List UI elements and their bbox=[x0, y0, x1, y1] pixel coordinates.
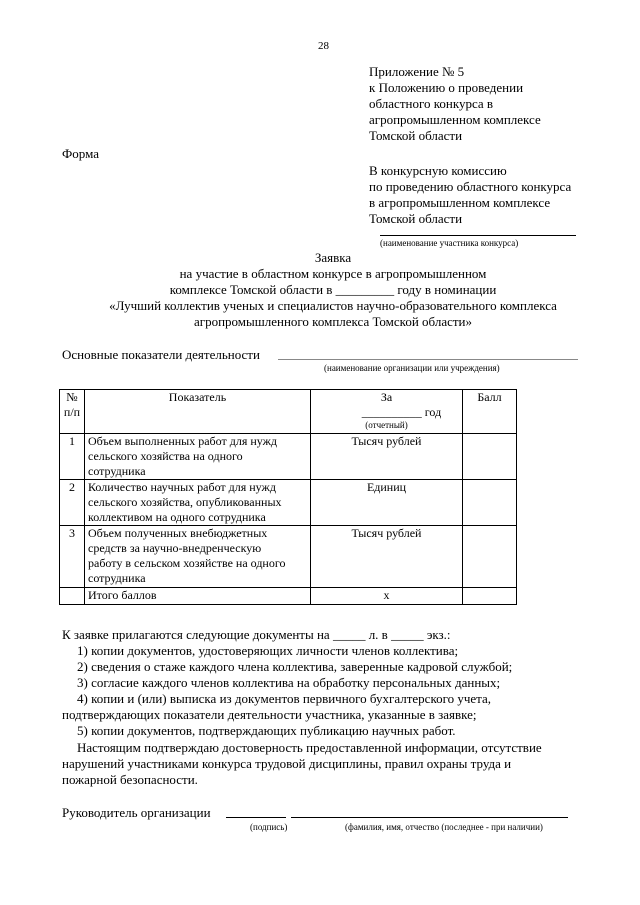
row-indicator-line: сотрудника bbox=[88, 464, 146, 478]
total-unit: х bbox=[311, 588, 463, 605]
signature-caption: (подпись) bbox=[250, 822, 288, 832]
addressee-line: В конкурсную комиссию bbox=[369, 163, 507, 178]
appendix-line: областного конкурса в bbox=[369, 96, 494, 111]
header-indicator: Показатель bbox=[85, 390, 311, 434]
form-label: Форма bbox=[62, 146, 99, 161]
heading-line: «Лучший коллектив ученых и специалистов научно-образовательного комплекса bbox=[109, 298, 557, 313]
signature-line[interactable] bbox=[226, 817, 286, 818]
heading-line: агропромышленного комплекса Томской области» bbox=[193, 314, 473, 329]
participant-caption: (наименование участника конкурса) bbox=[380, 238, 519, 248]
row-unit: Тысяч рублей bbox=[311, 526, 463, 588]
organization-caption: (наименование организации или учреждения) bbox=[324, 363, 500, 373]
row-indicator-line: средств за научно-внедренческую bbox=[88, 541, 262, 555]
appendix-line: к Положению о проведении bbox=[369, 80, 524, 95]
confirmation-line: нарушений участниками конкурса трудовой дисциплины, правил охраны труда и bbox=[62, 756, 512, 771]
document-item: 4) копии и (или) выписка из документов первичного бухгалтерского учета, bbox=[77, 691, 492, 706]
row-indicator bbox=[85, 480, 311, 526]
row-score[interactable] bbox=[463, 526, 517, 588]
header-num bbox=[60, 390, 85, 434]
header-num-line: п/п bbox=[63, 405, 81, 419]
page-number: 28 bbox=[318, 40, 329, 52]
signature-label: Руководитель организации bbox=[62, 805, 211, 820]
row-indicator-line: Количество научных работ для нужд bbox=[88, 480, 276, 494]
row-indicator-line: сотрудника bbox=[88, 571, 146, 585]
row-unit: Тысяч рублей bbox=[311, 434, 463, 480]
addressee-line: в агропромышленном комплексе bbox=[369, 195, 551, 210]
table-header-row bbox=[60, 390, 517, 434]
row-indicator-line: сельского хозяйства, опубликованных bbox=[88, 495, 282, 509]
row-indicator bbox=[85, 434, 311, 480]
header-period-mid: __________ год bbox=[361, 405, 442, 419]
heading-title: Заявка bbox=[314, 250, 352, 265]
indicators-table bbox=[59, 389, 517, 605]
header-period-top: За bbox=[380, 390, 393, 404]
row-indicator bbox=[85, 526, 311, 588]
organization-name-line[interactable] bbox=[278, 359, 578, 360]
row-indicator-line: сельского хозяйства на одного bbox=[88, 449, 243, 463]
full-name-caption: (фамилия, имя, отчество (последнее - при наличии) bbox=[345, 822, 543, 832]
header-period bbox=[311, 390, 463, 434]
table-row bbox=[60, 526, 517, 588]
addressee-line: Томской области bbox=[369, 211, 463, 226]
participant-name-line[interactable] bbox=[380, 235, 576, 236]
row-indicator-line: Объем полученных внебюджетных bbox=[88, 526, 268, 540]
row-num: 1 bbox=[60, 434, 85, 480]
heading-line: комплексе Томской области в _________ году в номинации bbox=[169, 282, 497, 297]
document-item: 5) копии документов, подтверждающих публикацию научных работ. bbox=[77, 723, 456, 738]
appendix-title: Приложение № 5 bbox=[369, 64, 465, 79]
row-unit: Единиц bbox=[311, 480, 463, 526]
row-indicator-line: Объем выполненных работ для нужд bbox=[88, 434, 278, 448]
heading-line: на участие в областном конкурсе в агропромышленном bbox=[179, 266, 487, 281]
appendix-block bbox=[369, 64, 541, 144]
header-score: Балл bbox=[463, 390, 517, 434]
row-score[interactable] bbox=[463, 480, 517, 526]
addressee-line: по проведению областного конкурса bbox=[369, 179, 572, 194]
table-total-row bbox=[60, 588, 517, 605]
total-score[interactable] bbox=[463, 588, 517, 605]
table-row bbox=[60, 480, 517, 526]
header-num-line: № bbox=[66, 390, 78, 404]
addressee-block bbox=[369, 163, 571, 227]
header-period-caption: (отчетный) bbox=[365, 420, 408, 430]
confirmation-line: пожарной безопасности. bbox=[62, 772, 198, 787]
row-score[interactable] bbox=[463, 434, 517, 480]
total-num bbox=[60, 588, 85, 605]
row-indicator-line: работу в сельском хозяйстве на одного bbox=[88, 556, 286, 570]
document-item: 1) копии документов, удостоверяющих личности членов коллектива; bbox=[77, 643, 459, 658]
document-item: подтверждающих показатели деятельности участника, указанные в заявке; bbox=[62, 707, 477, 722]
application-heading bbox=[40, 250, 626, 330]
documents-intro: К заявке прилагаются следующие документы на _____ л. в _____ экз.: bbox=[62, 627, 451, 642]
full-name-line[interactable] bbox=[291, 817, 568, 818]
row-indicator-line: коллективом на одного сотрудника bbox=[88, 510, 266, 524]
row-num: 3 bbox=[60, 526, 85, 588]
row-num: 2 bbox=[60, 480, 85, 526]
document-item: 3) согласие каждого членов коллектива на обработку персональных данных; bbox=[77, 675, 501, 690]
document-item: 2) сведения о стаже каждого члена коллектива, заверенные кадровой службой; bbox=[77, 659, 513, 674]
appendix-line: агропромышленном комплексе bbox=[369, 112, 541, 127]
table-row bbox=[60, 434, 517, 480]
total-label: Итого баллов bbox=[85, 588, 311, 605]
confirmation-line: Настоящим подтверждаю достоверность предоставленной информации, отсутствие bbox=[77, 740, 542, 755]
indicators-label: Основные показатели деятельности bbox=[62, 347, 260, 362]
appendix-line: Томской области bbox=[369, 128, 463, 143]
